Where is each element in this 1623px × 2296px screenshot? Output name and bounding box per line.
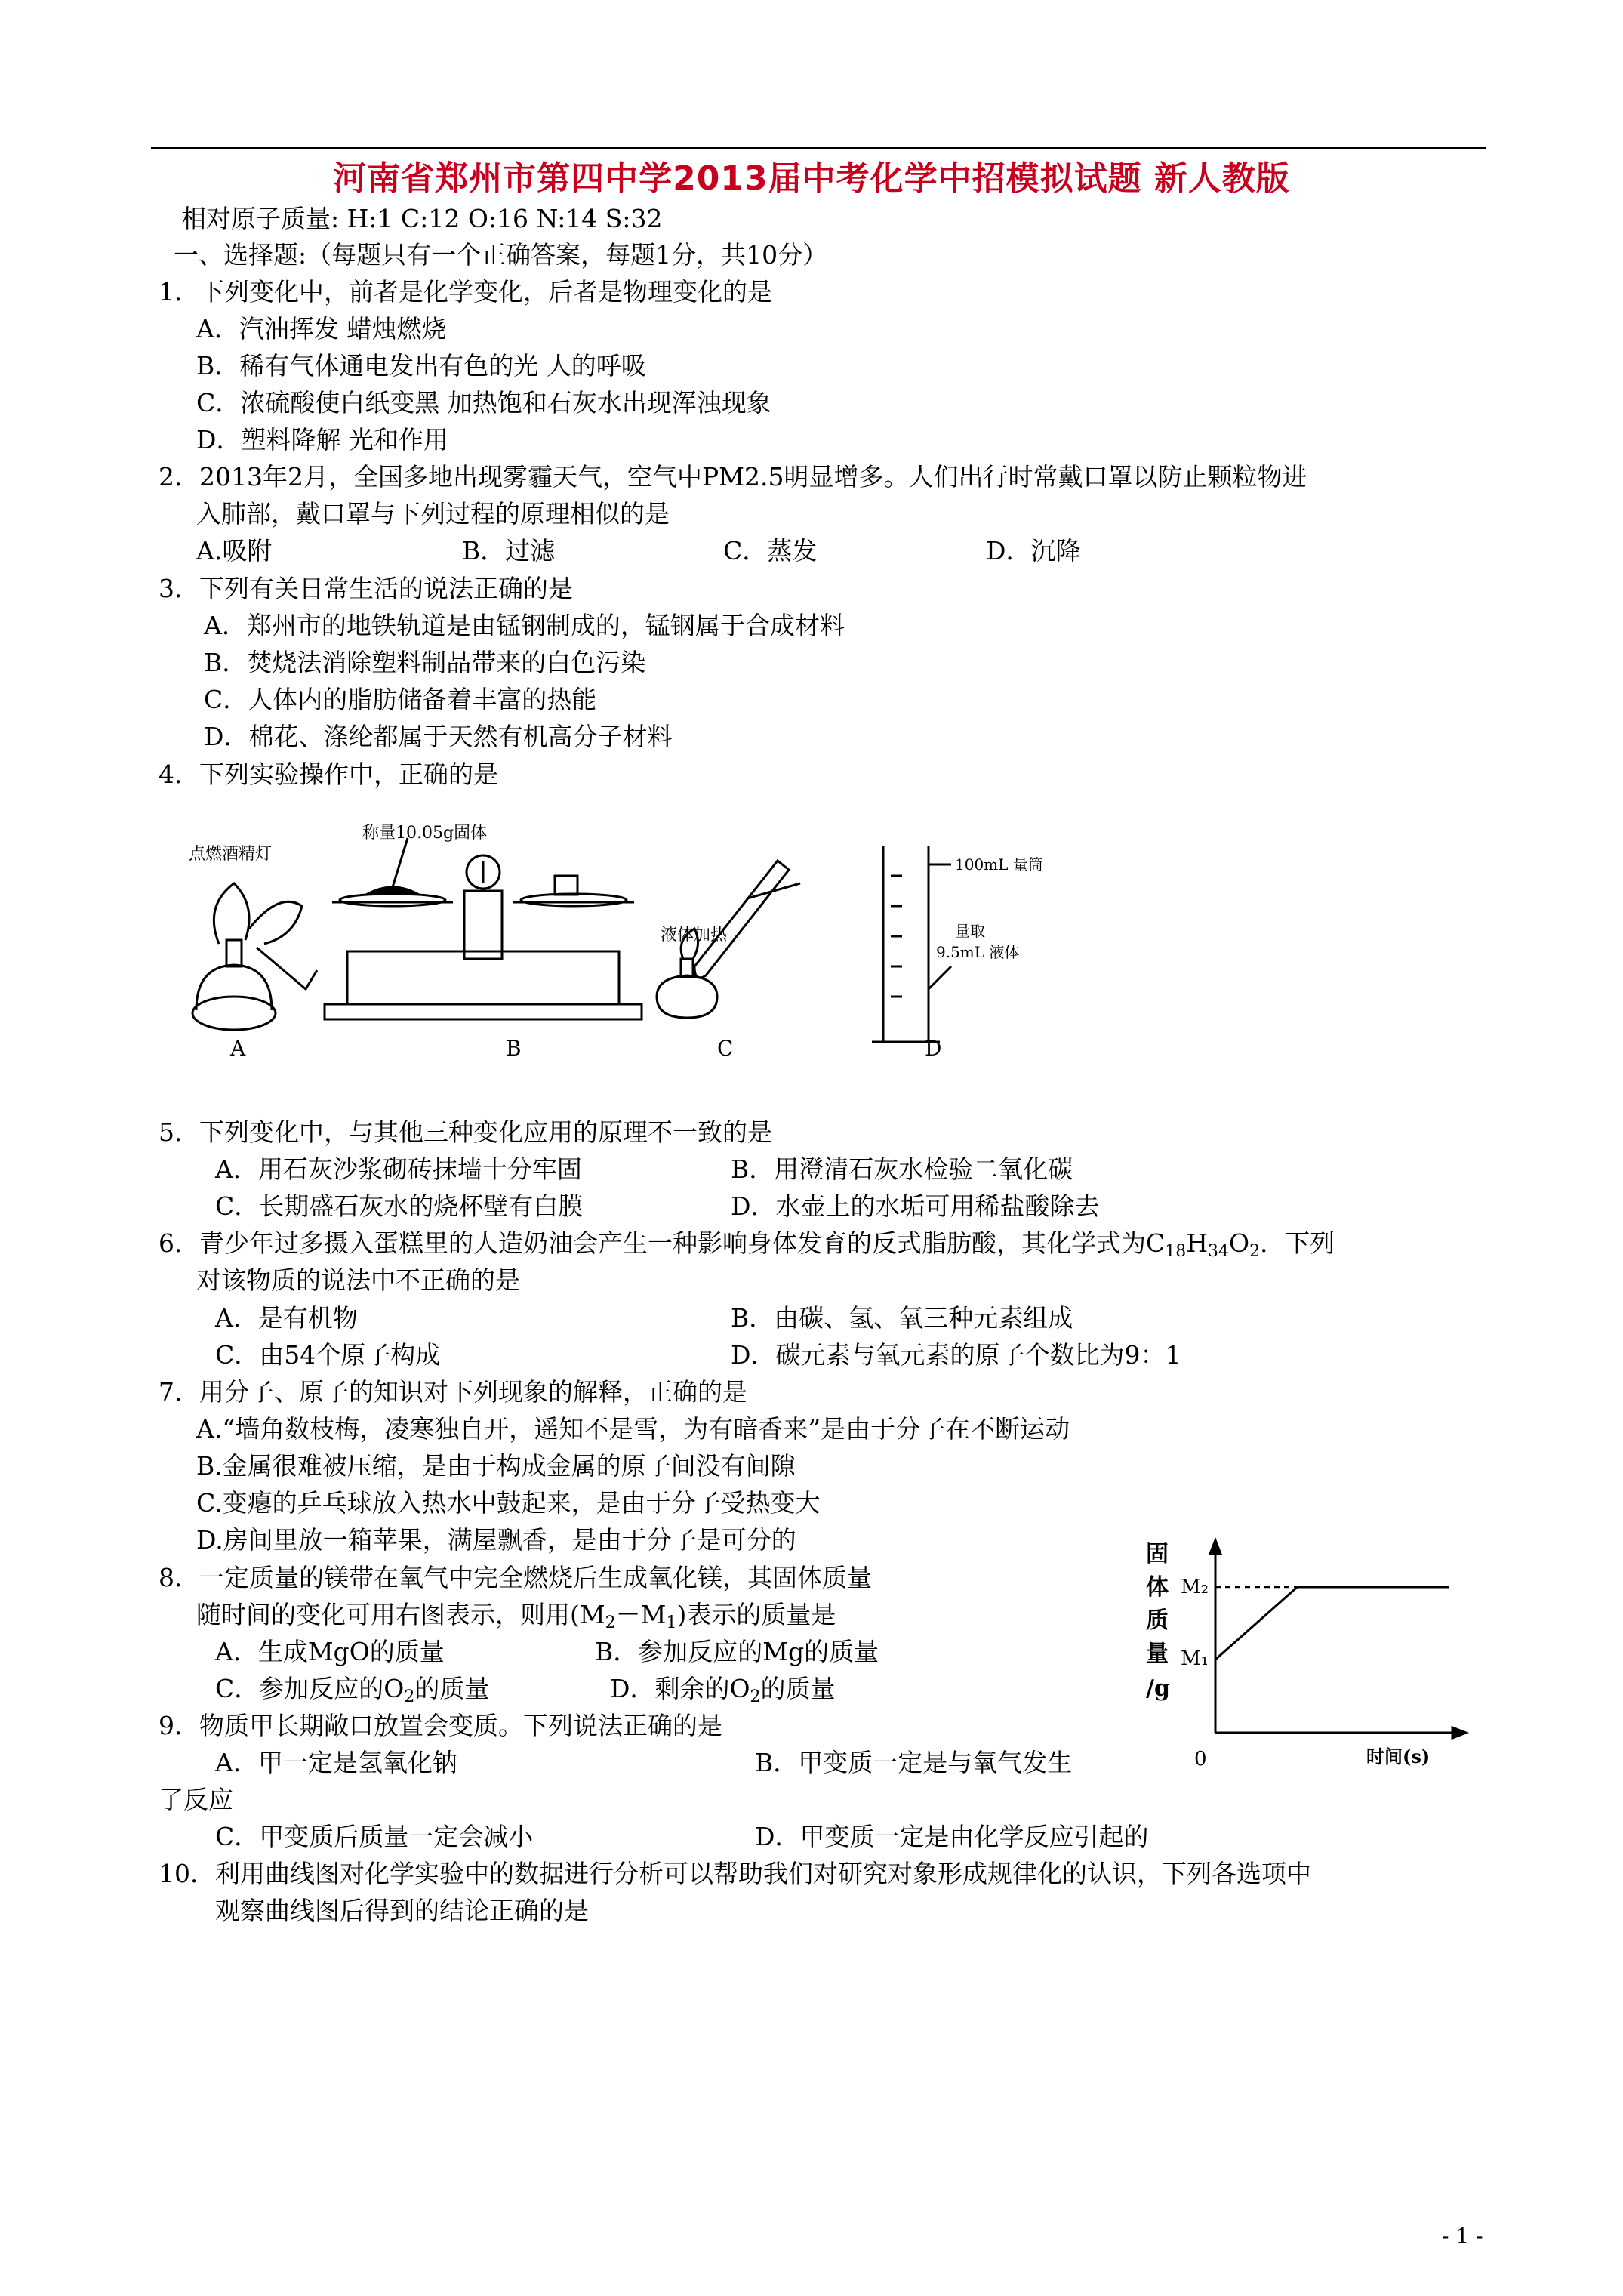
q10-line2: 观察曲线图后得到的结论正确的是 (215, 1896, 589, 1925)
q1-option-b: B．稀有气体通电发出有色的光 人的呼吸 (196, 351, 646, 381)
alcohol-lamp-a-icon (192, 883, 317, 1030)
top-rule (151, 147, 1486, 149)
q9-stem: 9．物质甲长期敞口放置会变质。下列说法正确的是 (159, 1711, 722, 1740)
q7-option-b: B.金属很难被压缩，是由于构成金属的原子间没有间隙 (196, 1451, 796, 1481)
q5-stem: 5．下列变化中，与其他三种变化应用的原理不一致的是 (159, 1117, 772, 1147)
q5-option-d: D．水壶上的水垢可用稀盐酸除去 (731, 1191, 1100, 1221)
q7-option-a: A.“墙角数枝梅，凌寒独自开，遥知不是雪，为有暗香来”是由于分子在不断运动 (196, 1414, 1070, 1444)
q9-option-d: D．甲变质一定是由化学反应引起的 (755, 1822, 1149, 1851)
fig-b-label: 称量10.05g固体 (362, 824, 488, 843)
fig-c-caption: C (717, 1036, 734, 1061)
graph-m1-tick: M₁ (1181, 1647, 1209, 1670)
q8-option-c: C．参加反应的$O_2$的质量 (215, 1674, 490, 1706)
q5-option-a: A．用石灰沙浆砌砖抹墙十分牢固 (215, 1154, 582, 1184)
q2-line2: 入肺部，戴口罩与下列过程的原理相似的是 (196, 499, 670, 529)
q7-option-d: D.房间里放一箱苹果，满屋飘香，是由于分子是可分的 (196, 1525, 796, 1555)
page-title: 河南省郑州市第四中学2013届中考化学中招模拟试题 新人教版 (333, 159, 1290, 198)
q10-line1: 10．利用曲线图对化学实验中的数据进行分析可以帮助我们对研究对象形成规律化的认识，下列各选项中 (159, 1859, 1311, 1888)
q5-option-b: B．用澄清石灰水检验二氧化碳 (731, 1154, 1073, 1184)
fig-d-label1: 100mL 量筒 (955, 855, 1043, 874)
q7-stem: 7．用分子、原子的知识对下列现象的解释，正确的是 (159, 1377, 747, 1407)
q6-option-d: D．碳元素与氧元素的原子个数比为9：1 (731, 1340, 1181, 1370)
q8-line1: 8．一定质量的镁带在氧气中完全燃烧后生成氧化镁，其固体质量 (159, 1563, 872, 1592)
q9-option-a: A．甲一定是氢氧化钠 (215, 1748, 457, 1777)
balance-b-icon (325, 838, 642, 1019)
q1-option-d: D．塑料降解 光和作用 (196, 425, 448, 455)
q3-option-c: C．人体内的脂肪储备着丰富的热能 (204, 685, 597, 714)
atomic-masses: 相对原子质量: H:1 C:12 O:16 N:14 S:32 (181, 204, 663, 233)
q6-option-a: A．是有机物 (215, 1303, 358, 1333)
q7-option-c: C.变瘪的乒乓球放入热水中鼓起来，是由于分子受热变大 (196, 1488, 821, 1518)
graph-origin: 0 (1194, 1748, 1207, 1771)
q2-option-d: D．沉降 (986, 536, 1081, 566)
q2-option-c: C．蒸发 (723, 536, 818, 566)
fig-c-label: 液体加热 (661, 926, 728, 945)
q6-line1: 6．青少年过多摄入蛋糕里的人造奶油会产生一种影响身体发育的反式脂肪酸，其化学式为$C_{18}H_{34}O_2$．下列 (159, 1228, 1335, 1261)
q9-option-c: C．甲变质后质量一定会减小 (215, 1822, 534, 1851)
graph-m2-tick: M₂ (1181, 1576, 1209, 1598)
fig-a-caption: A (230, 1036, 246, 1061)
graph-ylabel-char-5: /g (1146, 1675, 1170, 1702)
graph-ylabel-char-4: 量 (1146, 1641, 1169, 1667)
fig-b-caption: B (506, 1036, 522, 1061)
fig-d-label3: 9.5mL 液体 (936, 943, 1020, 961)
fig-a-label: 点燃酒精灯 (189, 845, 273, 864)
graph-ylabel-char-3: 质 (1146, 1607, 1169, 1634)
fig-d-label2: 量取 (955, 922, 985, 940)
q3-stem: 3．下列有关日常生活的说法正确的是 (159, 574, 573, 603)
q1-stem: 1．下列变化中，前者是化学变化，后者是物理变化的是 (159, 277, 772, 307)
graph-ylabel-char-2: 体 (1146, 1574, 1169, 1601)
q3-option-b: B．焚烧法消除塑料制品带来的白色污染 (204, 648, 646, 677)
q9-option-b-continued: 了反应 (159, 1785, 233, 1814)
q6-option-b: B．由碳、氢、氧三种元素组成 (731, 1303, 1073, 1333)
page-number: - 1 - (1442, 2224, 1483, 2248)
q6-option-c: C．由54个原子构成 (215, 1340, 441, 1370)
q8-option-a: A．生成MgO的质量 (215, 1637, 445, 1666)
q4-stem: 4．下列实验操作中，正确的是 (159, 760, 498, 789)
q4-apparatus-figure (174, 815, 1140, 1065)
q2-option-b: B．过滤 (462, 536, 556, 566)
graph-x-arrow (1452, 1727, 1466, 1738)
q2-line1: 2．2013年2月，全国多地出现雾霾天气，空气中PM2.5明显增多。人们出行时常戴口罩以防止颗粒物进 (159, 462, 1307, 492)
q8-line2: 随时间的变化可用右图表示，则用$(M_2-M_1)$表示的质量是 (196, 1600, 836, 1632)
q1-option-c: C．浓硫酸使白纸变黑 加热饱和石灰水出现浑浊现象 (196, 388, 771, 418)
graph-ylabel-char-1: 固 (1146, 1541, 1169, 1567)
fig-d-caption: D (925, 1036, 942, 1061)
graph-xlabel: 时间(s) (1366, 1746, 1431, 1767)
q9-option-b: B．甲变质一定是与氧气发生 (755, 1748, 1073, 1777)
q8-option-d: D．剩余的$O_2$的质量 (610, 1674, 836, 1706)
q2-option-a: A.吸附 (196, 536, 273, 566)
section-heading: 一、选择题:（每题只有一个正确答案，每题1分，共10分） (174, 240, 828, 270)
q3-option-d: D．棉花、涤纶都属于天然有机高分子材料 (204, 722, 673, 751)
graph-series-line (1215, 1587, 1449, 1660)
q6-line2: 对该物质的说法中不正确的是 (196, 1265, 520, 1295)
q8-option-b: B．参加反应的Mg的质量 (595, 1637, 879, 1666)
solid-mass-time-graph (1132, 1525, 1480, 1774)
q1-option-a: A．汽油挥发 蜡烛燃烧 (196, 314, 447, 344)
q3-option-a: A．郑州市的地铁轨道是由锰钢制成的，锰钢属于合成材料 (204, 611, 845, 640)
graph-y-arrow (1210, 1540, 1221, 1554)
q5-option-c: C．长期盛石灰水的烧杯壁有白膜 (215, 1191, 584, 1221)
